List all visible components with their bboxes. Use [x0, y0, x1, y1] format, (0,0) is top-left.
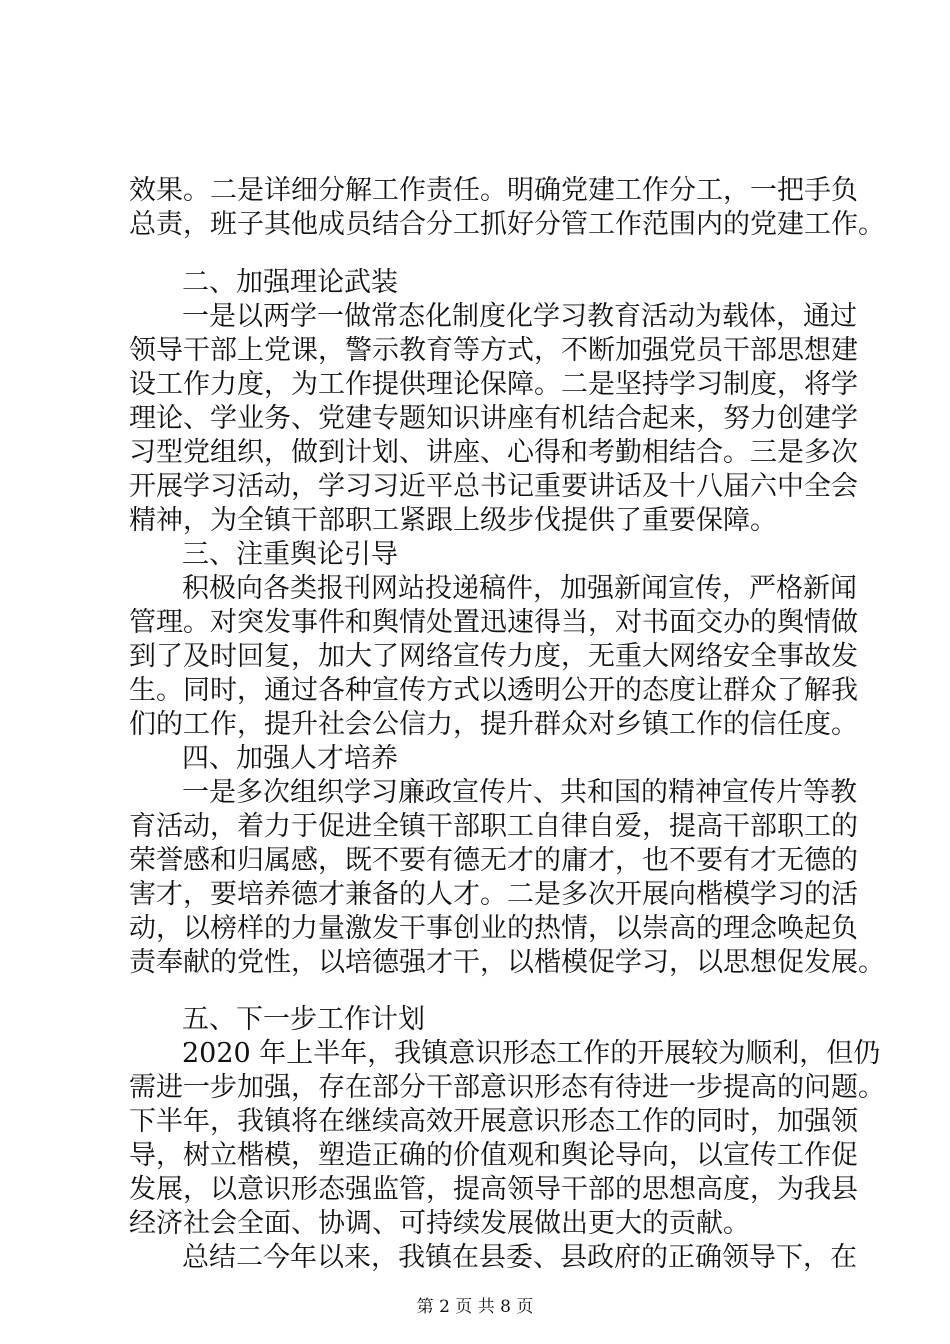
body-line: 开展学习活动，学习习近平总书记重要讲话及十八届六中全会 — [129, 471, 858, 502]
body-line: 习型党组织，做到计划、讲座、心得和考勤相结合。三是多次 — [129, 437, 858, 468]
body-line: 效果。二是详细分解工作责任。明确党建工作分工，一把手负 — [129, 175, 858, 206]
body-line: 动，以榜样的力量激发干事创业的热情，以崇高的理念唤起负 — [129, 913, 858, 944]
section-heading: 五、下一步工作计划 — [182, 1004, 425, 1035]
body-line: 总结二今年以来，我镇在县委、县政府的正确领导下，在 — [182, 1242, 857, 1273]
body-line: 们的工作，提升社会公信力，提升群众对乡镇工作的信任度。 — [129, 709, 858, 740]
body-line: 一是多次组织学习廉政宣传片、共和国的精神宣传片等教 — [182, 777, 857, 808]
body-line: 到了及时回复，加大了网络宣传力度，无重大网络安全事故发 — [129, 641, 858, 672]
body-line: 导，树立楷模，塑造正确的价值观和舆论导向，以宣传工作促 — [129, 1140, 858, 1171]
body-line: 一是以两学一做常态化制度化学习教育活动为载体，通过 — [182, 301, 857, 332]
body-line: 发展，以意识形态强监管，提高领导干部的思想高度，为我县 — [129, 1174, 858, 1205]
body-line: 责奉献的党性，以培德强才干，以楷模促学习，以思想促发展。 — [129, 947, 885, 978]
body-line: 2020 年上半年，我镇意识形态工作的开展较为顺利，但仍 — [182, 1038, 881, 1069]
body-line: 害才，要培养德才兼备的人才。二是多次开展向楷模学习的活 — [129, 879, 858, 910]
body-line: 精神，为全镇干部职工紧跟上级步伐提供了重要保障。 — [129, 505, 777, 536]
body-line: 设工作力度，为工作提供理论保障。二是坚持学习制度，将学 — [129, 369, 858, 400]
body-line: 总责，班子其他成员结合分工抓好分管工作范围内的党建工作。 — [129, 209, 885, 240]
body-line: 生。同时，通过各种宣传方式以透明公开的态度让群众了解我 — [129, 675, 858, 706]
body-line: 领导干部上党课，警示教育等方式，不断加强党员干部思想建 — [129, 335, 858, 366]
body-line: 管理。对突发事件和舆情处置迅速得当，对书面交办的舆情做 — [129, 607, 858, 638]
section-heading: 二、加强理论武装 — [182, 267, 398, 298]
body-line: 理论、学业务、党建专题知识讲座有机结合起来，努力创建学 — [129, 403, 858, 434]
section-heading: 三、注重舆论引导 — [182, 539, 398, 570]
body-line: 积极向各类报刊网站投递稿件，加强新闻宣传，严格新闻 — [182, 573, 857, 604]
body-line: 经济社会全面、协调、可持续发展做出更大的贡献。 — [129, 1208, 750, 1239]
section-heading: 四、加强人才培养 — [182, 743, 398, 774]
body-line: 需进一步加强，存在部分干部意识形态有待进一步提高的问题。 — [129, 1072, 885, 1103]
body-line: 下半年，我镇将在继续高效开展意识形态工作的同时，加强领 — [129, 1106, 858, 1137]
body-line: 育活动，着力于促进全镇干部职工自律自爱，提高干部职工的 — [129, 811, 858, 842]
body-line: 荣誉感和归属感，既不要有德无才的庸才，也不要有才无德的 — [129, 845, 858, 876]
page-footer: 第 2 页 共 8 页 — [416, 1297, 534, 1317]
